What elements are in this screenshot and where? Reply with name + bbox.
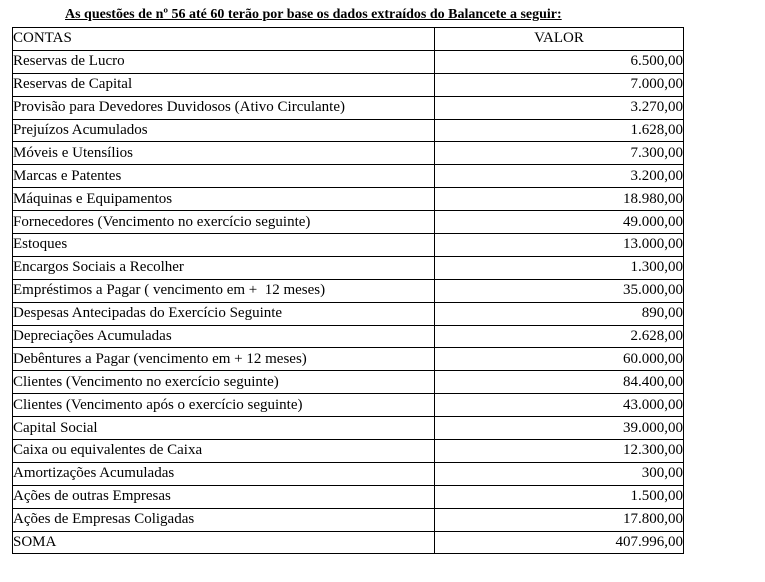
account-name-cell: Despesas Antecipadas do Exercício Seguinte [13, 302, 435, 325]
balancete-table [12, 27, 684, 554]
account-value-cell: 1.300,00 [435, 256, 684, 279]
table-row [13, 394, 684, 417]
table-row [13, 325, 684, 348]
account-name-cell: Capital Social [13, 417, 435, 440]
account-name-cell: Ações de outras Empresas [13, 485, 435, 508]
table-row [13, 531, 684, 554]
account-value-cell: 407.996,00 [435, 531, 684, 554]
account-value-cell: 7.300,00 [435, 142, 684, 165]
account-name-cell: Móveis e Utensílios [13, 142, 435, 165]
table-row [13, 234, 684, 257]
page-title: As questões de nº 56 até 60 terão por base os dados extraídos do Balancete a seguir: [65, 7, 562, 22]
table-row [13, 417, 684, 440]
account-value-cell: 1.500,00 [435, 485, 684, 508]
account-value-cell: 890,00 [435, 302, 684, 325]
table-row [13, 188, 684, 211]
account-name-cell: Provisão para Devedores Duvidosos (Ativo Circulante) [13, 96, 435, 119]
account-value-cell: 1.628,00 [435, 119, 684, 142]
table-row [13, 485, 684, 508]
account-value-cell: 84.400,00 [435, 371, 684, 394]
account-value-cell: 39.000,00 [435, 417, 684, 440]
account-name-cell: Marcas e Patentes [13, 165, 435, 188]
account-name-cell: Prejuízos Acumulados [13, 119, 435, 142]
account-value-cell: 35.000,00 [435, 279, 684, 302]
header-cell-contas: CONTAS [13, 28, 435, 51]
account-value-cell: 13.000,00 [435, 234, 684, 257]
account-name-cell: Depreciações Acumuladas [13, 325, 435, 348]
table-row [13, 440, 684, 463]
account-value-cell: 3.200,00 [435, 165, 684, 188]
account-value-cell: 12.300,00 [435, 440, 684, 463]
account-value-cell: 49.000,00 [435, 211, 684, 234]
table-row [13, 302, 684, 325]
account-value-cell: 2.628,00 [435, 325, 684, 348]
table-row [13, 119, 684, 142]
table-row [13, 211, 684, 234]
table-row [13, 371, 684, 394]
account-name-cell: Clientes (Vencimento após o exercício seguinte) [13, 394, 435, 417]
table-row [13, 50, 684, 73]
account-name-cell: Debêntures a Pagar (vencimento em + 12 meses) [13, 348, 435, 371]
table-row [13, 142, 684, 165]
header-cell-valor: VALOR [435, 28, 684, 51]
account-name-cell: Reservas de Capital [13, 73, 435, 96]
account-name-cell: Fornecedores (Vencimento no exercício seguinte) [13, 211, 435, 234]
account-value-cell: 7.000,00 [435, 73, 684, 96]
account-value-cell: 60.000,00 [435, 348, 684, 371]
account-name-cell: Encargos Sociais a Recolher [13, 256, 435, 279]
account-value-cell: 43.000,00 [435, 394, 684, 417]
table-row [13, 165, 684, 188]
account-value-cell: 6.500,00 [435, 50, 684, 73]
account-name-cell: Máquinas e Equipamentos [13, 188, 435, 211]
account-value-cell: 18.980,00 [435, 188, 684, 211]
table-row [13, 96, 684, 119]
table-row [13, 73, 684, 96]
table-row [13, 256, 684, 279]
account-value-cell: 300,00 [435, 462, 684, 485]
header-row [13, 28, 684, 51]
table-row [13, 279, 684, 302]
account-name-cell: Amortizações Acumuladas [13, 462, 435, 485]
table-row [13, 462, 684, 485]
account-name-cell: Caixa ou equivalentes de Caixa [13, 440, 435, 463]
account-name-cell: Empréstimos a Pagar ( vencimento em + 12 meses) [13, 279, 435, 302]
account-value-cell: 17.800,00 [435, 508, 684, 531]
account-name-cell: Estoques [13, 234, 435, 257]
table-body [13, 50, 684, 554]
account-value-cell: 3.270,00 [435, 96, 684, 119]
account-name-cell: Clientes (Vencimento no exercício seguinte) [13, 371, 435, 394]
table-row [13, 508, 684, 531]
account-name-cell: Ações de Empresas Coligadas [13, 508, 435, 531]
table-row [13, 348, 684, 371]
account-name-cell: Reservas de Lucro [13, 50, 435, 73]
account-name-cell: SOMA [13, 531, 435, 554]
